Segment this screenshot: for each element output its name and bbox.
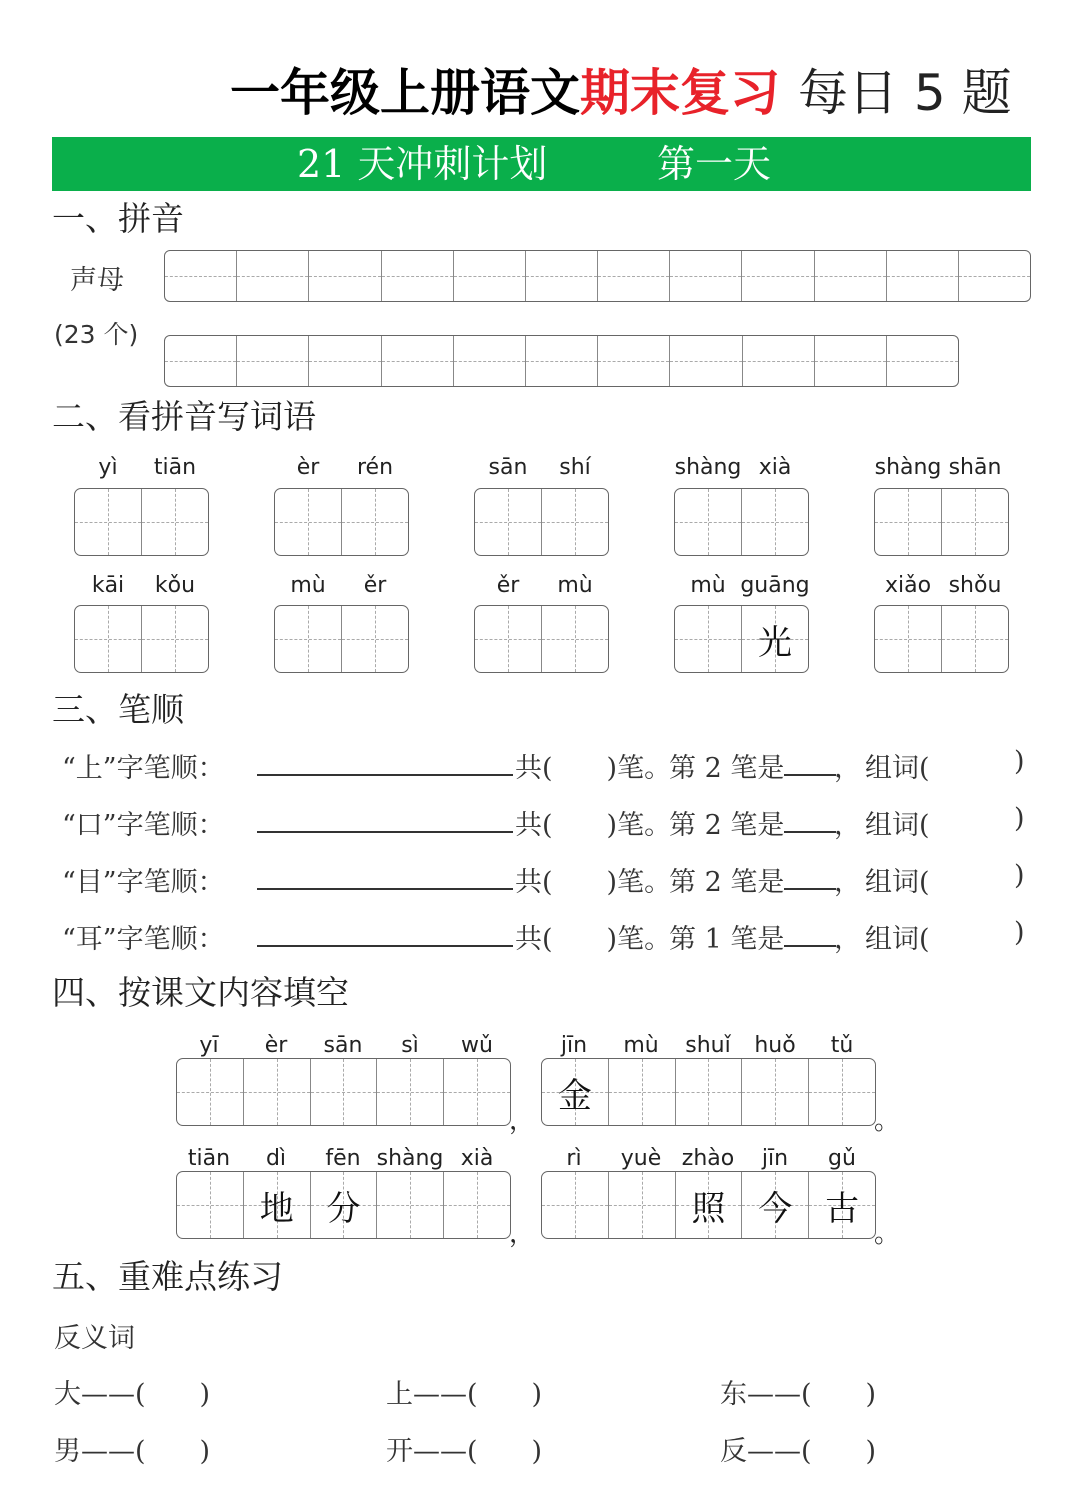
- banner-day: 第一天: [657, 142, 772, 186]
- pinyin-syllable: zhào: [681, 1146, 735, 1171]
- recitation-writing-box[interactable]: [176, 1171, 511, 1239]
- character-cell[interactable]: [542, 1059, 609, 1125]
- character-cell[interactable]: [475, 489, 542, 555]
- pinyin-syllable: guāng: [740, 573, 810, 598]
- given-character: 金: [557, 1075, 592, 1116]
- pinyin-syllable: shàng: [874, 455, 942, 480]
- character-cell[interactable]: [475, 606, 542, 672]
- recitation-writing-box[interactable]: [541, 1171, 876, 1239]
- comma: ，: [834, 810, 861, 841]
- title-highlight: 期末复习: [580, 64, 780, 122]
- character-cell[interactable]: [542, 1172, 609, 1238]
- character-cell[interactable]: [311, 1059, 378, 1125]
- recitation-writing-box[interactable]: [541, 1058, 876, 1126]
- stroke-answer-line[interactable]: [257, 803, 513, 833]
- pinyin-syllable: sì: [401, 1033, 419, 1058]
- initials-count: (23 个): [54, 320, 139, 349]
- period-mark: 。: [874, 1106, 901, 1136]
- word-group-text: 组词(: [865, 867, 930, 898]
- initial-writing-cell[interactable]: [815, 251, 887, 301]
- word-writing-box[interactable]: [74, 488, 209, 556]
- word-writing-box[interactable]: [274, 488, 409, 556]
- pinyin-syllable: yī: [199, 1033, 219, 1058]
- initial-writing-cell[interactable]: [959, 251, 1030, 301]
- title-grade: 一年级上册语文: [230, 64, 580, 122]
- stroke-order-row: [62, 860, 1032, 900]
- initial-writing-cell[interactable]: [598, 251, 670, 301]
- initial-writing-cell[interactable]: [382, 336, 454, 386]
- section5-heading: 五、重难点练习: [52, 1257, 283, 1296]
- character-cell[interactable]: [942, 489, 1008, 555]
- stroke-total-text: 共( )笔。: [515, 753, 672, 784]
- stroke-order-row: [62, 746, 1032, 786]
- section2-heading: 二、看拼音写词语: [52, 397, 316, 436]
- stroke-character-label: “耳”字笔顺：: [62, 924, 225, 955]
- pinyin-syllable: mù: [623, 1033, 659, 1058]
- initial-writing-cell[interactable]: [237, 336, 309, 386]
- nth-stroke-answer-line[interactable]: [784, 746, 836, 776]
- initial-writing-cell[interactable]: [670, 336, 742, 386]
- nth-stroke-text: 第 2 笔是: [669, 753, 785, 784]
- character-cell[interactable]: [542, 606, 608, 672]
- stroke-answer-line[interactable]: [257, 860, 513, 890]
- pinyin-syllable: yì: [98, 455, 118, 480]
- pinyin-syllable: rén: [356, 455, 394, 480]
- initial-writing-cell[interactable]: [165, 336, 237, 386]
- stroke-character-label: “上”字笔顺：: [62, 753, 225, 784]
- character-cell[interactable]: [742, 1059, 809, 1125]
- character-cell[interactable]: [142, 489, 208, 555]
- word-writing-box[interactable]: [874, 488, 1009, 556]
- section3-heading: 三、笔顺: [52, 690, 184, 729]
- pinyin-syllable: shuǐ: [685, 1033, 731, 1058]
- comma: ，: [834, 924, 861, 955]
- initial-writing-cell[interactable]: [309, 336, 381, 386]
- word-writing-box[interactable]: [674, 605, 809, 673]
- character-cell[interactable]: [809, 1059, 875, 1125]
- stroke-character-label: “目”字笔顺：: [62, 867, 225, 898]
- initial-writing-cell[interactable]: [165, 251, 237, 301]
- stroke-answer-line[interactable]: [257, 917, 513, 947]
- character-cell[interactable]: [275, 606, 342, 672]
- title-daily: 每日 5 题: [798, 64, 1012, 122]
- antonym-item[interactable]: 开——( ): [386, 1436, 543, 1467]
- plan-banner: [52, 137, 1031, 191]
- character-cell[interactable]: [311, 1172, 378, 1238]
- stroke-order-row: [62, 917, 1032, 957]
- pinyin-syllable: xiǎo: [884, 573, 932, 598]
- period-mark: 。: [874, 1219, 901, 1249]
- pinyin-syllable: yuè: [620, 1146, 662, 1171]
- word-group-text: 组词(: [865, 924, 930, 955]
- character-cell[interactable]: [75, 606, 142, 672]
- pinyin-syllable: sān: [488, 455, 528, 480]
- pinyin-syllable: tiān: [153, 455, 197, 480]
- nth-stroke-text: 第 2 笔是: [669, 810, 785, 841]
- initials-grid-row-2[interactable]: [164, 335, 959, 387]
- initial-writing-cell[interactable]: [526, 251, 598, 301]
- stroke-order-row: [62, 803, 1032, 843]
- character-cell[interactable]: [675, 606, 742, 672]
- character-cell[interactable]: [875, 489, 942, 555]
- given-character: 照: [691, 1188, 726, 1229]
- pinyin-syllable: mù: [290, 573, 326, 598]
- pinyin-syllable: shàng: [674, 455, 742, 480]
- initial-writing-cell[interactable]: [454, 336, 526, 386]
- nth-stroke-text: 第 2 笔是: [669, 867, 785, 898]
- pinyin-syllable: mù: [557, 573, 593, 598]
- pinyin-syllable: tiān: [187, 1146, 231, 1171]
- pinyin-syllable: xià: [460, 1146, 494, 1171]
- pinyin-syllable: wǔ: [461, 1033, 493, 1058]
- word-writing-box[interactable]: [474, 605, 609, 673]
- character-cell[interactable]: [742, 489, 808, 555]
- given-character: 古: [825, 1188, 860, 1229]
- nth-stroke-answer-line[interactable]: [784, 803, 836, 833]
- pinyin-syllable: gǔ: [828, 1146, 856, 1171]
- character-cell[interactable]: [676, 1172, 743, 1238]
- word-writing-box[interactable]: [274, 605, 409, 673]
- character-cell[interactable]: [75, 489, 142, 555]
- comma: ，: [834, 753, 861, 784]
- character-cell[interactable]: [444, 1059, 510, 1125]
- pinyin-syllable: èr: [264, 1033, 288, 1058]
- character-cell[interactable]: [342, 606, 408, 672]
- character-cell[interactable]: [676, 1059, 743, 1125]
- antonym-item[interactable]: 上——( ): [386, 1379, 543, 1410]
- word-group-close: ): [1014, 746, 1025, 777]
- initials-grid-row-1[interactable]: [164, 250, 1031, 302]
- character-cell[interactable]: [609, 1059, 676, 1125]
- recitation-writing-box[interactable]: [176, 1058, 511, 1126]
- character-cell[interactable]: [809, 1172, 875, 1238]
- comma-mark: ，: [509, 1219, 536, 1249]
- word-group-text: 组词(: [865, 810, 930, 841]
- nth-stroke-text: 第 1 笔是: [669, 924, 785, 955]
- pinyin-syllable: rì: [566, 1146, 582, 1171]
- stroke-answer-line[interactable]: [257, 746, 513, 776]
- character-cell[interactable]: [875, 606, 942, 672]
- section4-heading: 四、按课文内容填空: [52, 973, 349, 1012]
- antonym-item[interactable]: 反——( ): [720, 1436, 877, 1467]
- antonym-label: 反义词: [54, 1323, 135, 1354]
- character-cell[interactable]: [177, 1059, 244, 1125]
- stroke-total-text: 共( )笔。: [515, 867, 672, 898]
- section1-heading: 一、拼音: [52, 199, 184, 238]
- pinyin-syllable: kǒu: [154, 573, 196, 598]
- character-cell[interactable]: [609, 1172, 676, 1238]
- pinyin-syllable: shān: [948, 455, 1002, 480]
- nth-stroke-answer-line[interactable]: [784, 860, 836, 890]
- stroke-character-label: “口”字笔顺：: [62, 810, 225, 841]
- pinyin-syllable: ěr: [363, 573, 387, 598]
- character-cell[interactable]: [142, 606, 208, 672]
- given-character: 光: [758, 622, 792, 663]
- comma: ，: [834, 867, 861, 898]
- character-cell[interactable]: [342, 489, 408, 555]
- pinyin-syllable: huǒ: [754, 1033, 796, 1058]
- character-cell[interactable]: [177, 1172, 244, 1238]
- pinyin-syllable: shàng: [376, 1146, 444, 1171]
- pinyin-syllable: tǔ: [830, 1033, 854, 1058]
- stroke-total-text: 共( )笔。: [515, 924, 672, 955]
- initial-writing-cell[interactable]: [742, 251, 814, 301]
- initial-writing-cell[interactable]: [309, 251, 381, 301]
- character-cell[interactable]: [444, 1172, 510, 1238]
- pinyin-syllable: xià: [758, 455, 792, 480]
- character-cell[interactable]: [742, 1172, 809, 1238]
- initial-writing-cell[interactable]: [815, 336, 887, 386]
- word-writing-box[interactable]: [874, 605, 1009, 673]
- comma-mark: ，: [509, 1106, 536, 1136]
- pinyin-syllable: èr: [296, 455, 320, 480]
- word-group-text: 组词(: [865, 753, 930, 784]
- word-writing-box[interactable]: [674, 488, 809, 556]
- pinyin-syllable: shí: [559, 455, 591, 480]
- character-cell[interactable]: [942, 606, 1008, 672]
- worksheet-title: [230, 58, 1012, 128]
- pinyin-syllable: sān: [323, 1033, 363, 1058]
- initial-writing-cell[interactable]: [526, 336, 598, 386]
- given-character: 今: [758, 1188, 793, 1229]
- word-writing-box[interactable]: [474, 488, 609, 556]
- initial-writing-cell[interactable]: [887, 251, 959, 301]
- pinyin-syllable: ěr: [496, 573, 520, 598]
- stroke-total-text: 共( )笔。: [515, 810, 672, 841]
- character-cell[interactable]: [377, 1172, 444, 1238]
- given-character: 分: [326, 1188, 361, 1229]
- character-cell[interactable]: [542, 489, 608, 555]
- pinyin-syllable: kāi: [91, 573, 125, 598]
- initial-writing-cell[interactable]: [382, 251, 454, 301]
- nth-stroke-answer-line[interactable]: [784, 917, 836, 947]
- initial-writing-cell[interactable]: [237, 251, 309, 301]
- initial-writing-cell[interactable]: [670, 251, 742, 301]
- pinyin-syllable: mù: [690, 573, 726, 598]
- initial-writing-cell[interactable]: [887, 336, 958, 386]
- banner-plan: 21 天冲刺计划: [297, 142, 548, 186]
- character-cell[interactable]: [244, 1172, 311, 1238]
- antonym-item[interactable]: 大——( ): [54, 1379, 211, 1410]
- pinyin-syllable: jīn: [761, 1146, 789, 1171]
- pinyin-syllable: jīn: [560, 1033, 588, 1058]
- character-cell[interactable]: [675, 489, 742, 555]
- pinyin-syllable: fēn: [325, 1146, 361, 1171]
- character-cell[interactable]: [275, 489, 342, 555]
- character-cell[interactable]: [244, 1059, 311, 1125]
- word-group-close: ): [1014, 860, 1025, 891]
- antonym-item[interactable]: 男——( ): [54, 1436, 211, 1467]
- initials-label: 声母: [70, 265, 124, 296]
- given-character: 地: [259, 1188, 294, 1229]
- word-writing-box[interactable]: [74, 605, 209, 673]
- word-group-close: ): [1014, 803, 1025, 834]
- pinyin-syllable: dì: [265, 1146, 287, 1171]
- character-cell[interactable]: [742, 606, 808, 672]
- word-group-close: ): [1014, 917, 1025, 948]
- pinyin-syllable: shǒu: [948, 573, 1002, 598]
- initial-writing-cell[interactable]: [743, 336, 815, 386]
- initial-writing-cell[interactable]: [454, 251, 526, 301]
- initial-writing-cell[interactable]: [598, 336, 670, 386]
- character-cell[interactable]: [377, 1059, 444, 1125]
- antonym-item[interactable]: 东——( ): [720, 1379, 877, 1410]
